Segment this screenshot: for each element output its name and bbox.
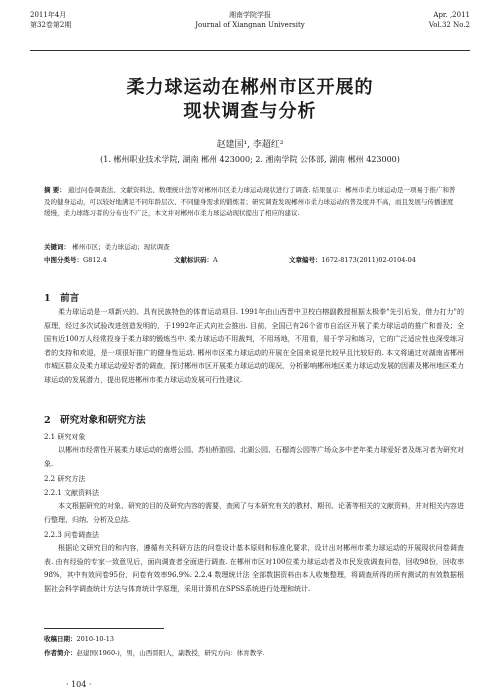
title-line-1: 柔力球运动在郴州市区开展的 — [126, 77, 374, 98]
page-number: · 104 · — [66, 680, 92, 689]
article-id: 文章编号：1672-8173(2011)02-0104-04 — [289, 256, 416, 264]
footnote-divider — [44, 628, 164, 629]
subsection-2-2: 2.2 研究方法 — [44, 475, 86, 483]
section-2-1-paragraph: 以郴州市经常性开展柔力球运动的南塔公园、苏仙桥游园、北湖公园、石榴湾公园等广场众多中老年柔力球爱好者及练习者为研究对象. — [44, 446, 464, 468]
subsection-2-1: 2.1 研究对象 — [44, 433, 86, 441]
abstract-text: 通过问卷调查法、文献资料法、数理统计法等对郴州市区柔力球运动现状进行了调查. 结果显示：郴州市柔力球运动是一项易于推广和普及的健身运动，可以较好地满足不同年龄层次、不同健身需求的锻炼者；研究调查发现郴州市柔力球运动的普及度并不高，而且发展与传播速度缓慢，柔力球练习者的分布也不广泛，本文并对郴州市柔力球运动现状提出了相应的建议. — [44, 186, 456, 217]
title-line-2: 现状调查与分析 — [183, 101, 317, 122]
keywords-text: 郴州市区；柔力球运动；现状调查 — [72, 243, 170, 251]
affiliations: (1. 郴州职业技术学院, 湖南 郴州 423000; 2. 湘南学院 公体部, 湖南 郴州 423000) — [100, 155, 400, 164]
subsection-2-2-1: 2.2.1 文献资料法 — [44, 489, 100, 497]
author-bio: 作者简介：赵建国(1960-)，男，山西晋阳人，副教授，研究方向：体育教学. — [44, 649, 265, 657]
document-code: 文献标识码：A — [174, 256, 218, 264]
section-2-2-1-paragraph: 本文根据研究的对象、研究的目的及研究内容的需要，查阅了与本研究有关的教材、期刊、论著等相关的文献资料，并对相关内容进行整理、归纳、分析及总结. — [44, 502, 464, 524]
section-heading-2: 2 研究对象和研究方法 — [44, 415, 146, 426]
paper-title — [0, 76, 500, 124]
section-2-2-2-paragraph: 根据论文研究目的和内容，遵循有关科研方法的问卷设计基本原则和标准化要求，设计出对郴州市柔力球运动的开展现状问卷调查表. 由有经验的专家一致意见后，面向调查者全面进行调查. 在郴州市区对100位柔力球运动者及市民发放调查问卷，回收98份，回收率98%，其中有效问卷95份，问卷有效率96.9%. 2.2.4 数理统计法 全部数据资料由本人收集整理，将调查所得的所有测试的有效数据根据社会科学调查统计方法与体育统计学原理，采用计算机在SPSS系统进行处理和统计. — [44, 544, 464, 593]
header-center — [30, 10, 470, 30]
keywords-label: 关键词： — [44, 243, 70, 251]
authors: 赵建国¹, 李超红² — [216, 140, 284, 150]
abstract-label: 摘 要： — [44, 186, 66, 194]
header-right — [429, 10, 470, 30]
section-heading-1: 1 前言 — [44, 293, 80, 304]
clc-number: 中图分类号：G812.4 — [44, 256, 107, 264]
section-1-paragraph: 柔力球运动是一项新兴的、具有民族特色的体育运动项目. 1991年由山西晋中卫校白榕副教授根据太极拳"先引后发，借力打力"的原理，经过多次试验改进创造发明的，于1992年正式向社会推出. 目前，全国已有26个省市自治区开展了柔力球运动的推广和普及；全国有近100万人经常投身于柔力球的锻炼当中. 柔力球运动不用裁判，不用场地，不用看，易于学习和练习，它的广泛适应性也深受练习者的支持和欢迎，是一项很好推广的健身性运动. 郴州市区柔力球运动的开展在全国来说是比较早且比较好的. 本文将通过对湖南省郴州市城区群众及柔力球运动爱好者的调查，探讨郴州市区开展柔力球运动的现况，分析影响郴州地区柔力球运动发展的因素及郴州地区柔力球运动的发展潜力，提出促进郴州市柔力球运动发展可行性建议. — [44, 308, 464, 384]
journal-name-cn: 湘南学院学报 — [229, 11, 271, 19]
header-volume: 第32卷第2期 — [30, 21, 72, 29]
classification-row — [44, 255, 456, 265]
abstract — [44, 185, 456, 220]
journal-name-en: Journal of Xiangnan University — [195, 21, 305, 29]
keywords — [44, 242, 456, 251]
header-date-en: Apr. ,2011 — [433, 11, 470, 19]
subsection-2-2-2: 2.2.3 问卷调查法 — [44, 531, 100, 539]
received-date: 收稿日期：2010-10-13 — [44, 635, 114, 643]
running-header — [30, 10, 470, 51]
header-date: 2011年4月 — [30, 11, 67, 19]
header-volume-en: Vol.32 No.2 — [428, 21, 470, 29]
